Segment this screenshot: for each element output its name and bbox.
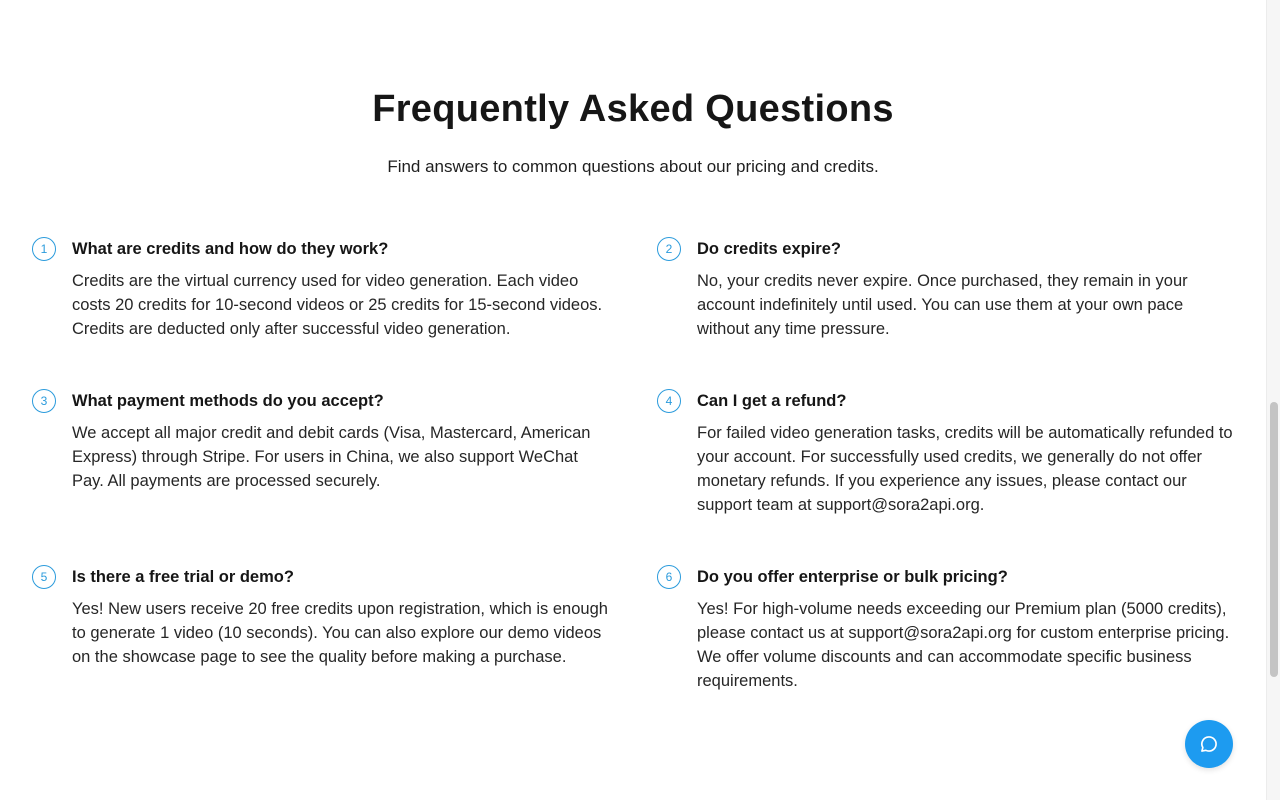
faq-question: Is there a free trial or demo? — [72, 568, 294, 586]
faq-item-6 — [665, 565, 1237, 693]
faq-number-badge: 3 — [32, 389, 56, 413]
faq-answer: For failed video generation tasks, credits will be automatically refunded to your account. For successfully used credits, we generally do not offer monetary refunds. If you experience any issues, please contact our support team at support@sora2api.org. — [697, 424, 1233, 514]
faq-subtitle: Find answers to common questions about our pricing and credits. — [387, 157, 879, 176]
faq-item-2 — [665, 237, 1237, 341]
chat-button[interactable] — [1185, 720, 1233, 768]
faq-answer: Yes! For high-volume needs exceeding our Premium plan (5000 credits), please contact us at support@sora2api.org for custom enterprise pricing. We offer volume discounts and can accommodate specific business requirements. — [697, 600, 1230, 690]
faq-number-badge: 4 — [657, 389, 681, 413]
scrollbar-thumb[interactable] — [1270, 402, 1278, 677]
faq-item-1 — [40, 237, 612, 341]
faq-item-5 — [40, 565, 612, 669]
faq-title: Frequently Asked Questions — [372, 88, 894, 130]
scrollbar[interactable] — [1266, 0, 1280, 800]
faq-number-badge: 2 — [657, 237, 681, 261]
faq-answer: No, your credits never expire. Once purchased, they remain in your account indefinitely until used. You can use them at your own pace without any time pressure. — [697, 272, 1188, 338]
faq-number-badge: 1 — [32, 237, 56, 261]
chat-bubble-icon — [1199, 734, 1219, 754]
faq-question: What are credits and how do they work? — [72, 240, 389, 258]
faq-question: Do you offer enterprise or bulk pricing? — [697, 568, 1008, 586]
faq-question: Can I get a refund? — [697, 392, 847, 410]
faq-question: What payment methods do you accept? — [72, 392, 384, 410]
faq-number-badge: 5 — [32, 565, 56, 589]
faq-answer: Yes! New users receive 20 free credits upon registration, which is enough to generate 1 video (10 seconds). You can also explore our demo videos on the showcase page to see the quality before making a purchase. — [72, 600, 608, 666]
faq-answer: Credits are the virtual currency used for video generation. Each video costs 20 credits for 10-second videos or 25 credits for 15-second videos. Credits are deducted only after successful video generation. — [72, 272, 603, 338]
faq-item-4 — [665, 389, 1237, 517]
faq-answer: We accept all major credit and debit cards (Visa, Mastercard, American Express) through Stripe. For users in China, we also support WeChat Pay. All payments are processed securely. — [72, 424, 591, 490]
faq-question: Do credits expire? — [697, 240, 841, 258]
faq-item-3 — [40, 389, 612, 493]
faq-number-badge: 6 — [657, 565, 681, 589]
